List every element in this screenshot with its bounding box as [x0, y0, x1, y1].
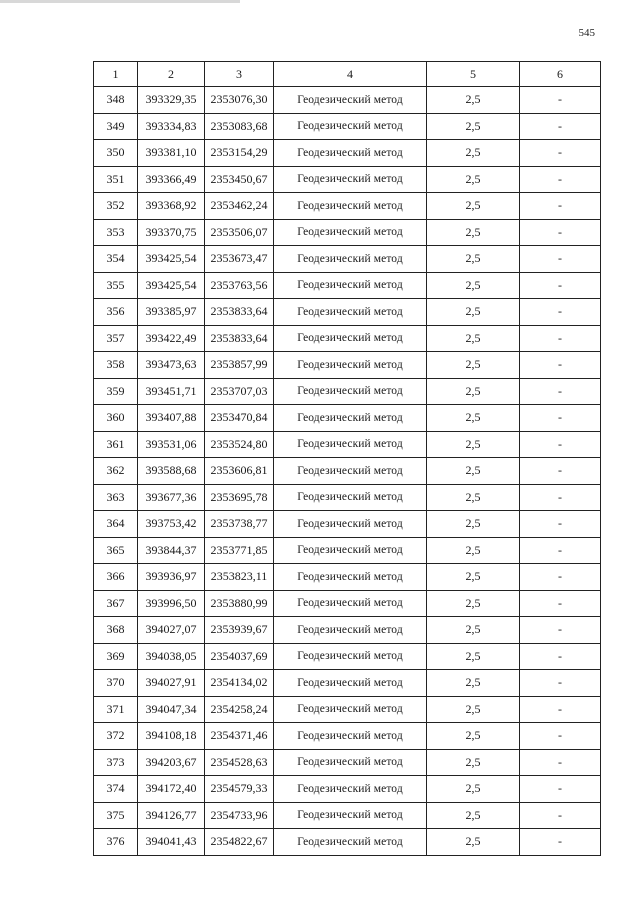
cell-x-coordinate: 393425,54 [138, 272, 205, 299]
cell-x-coordinate: 394027,91 [138, 670, 205, 697]
cell-x-coordinate: 393844,37 [138, 537, 205, 564]
cell-note: - [520, 87, 601, 114]
cell-note: - [520, 193, 601, 220]
cell-method: Геодезический метод [274, 352, 427, 379]
cell-y-coordinate: 2353450,67 [205, 166, 274, 193]
column-header-4: 4 [274, 62, 427, 87]
cell-x-coordinate: 394027,07 [138, 617, 205, 644]
cell-x-coordinate: 393385,97 [138, 299, 205, 326]
cell-accuracy: 2,5 [427, 723, 520, 750]
cell-y-coordinate: 2353083,68 [205, 113, 274, 140]
cell-point-number: 376 [94, 829, 138, 856]
cell-y-coordinate: 2353154,29 [205, 140, 274, 167]
cell-method: Геодезический метод [274, 272, 427, 299]
cell-note: - [520, 723, 601, 750]
cell-accuracy: 2,5 [427, 272, 520, 299]
cell-method: Геодезический метод [274, 431, 427, 458]
cell-x-coordinate: 393451,71 [138, 378, 205, 405]
cell-method: Геодезический метод [274, 776, 427, 803]
table-row [94, 484, 601, 511]
cell-x-coordinate: 393381,10 [138, 140, 205, 167]
cell-note: - [520, 802, 601, 829]
table-row [94, 193, 601, 220]
cell-y-coordinate: 2353833,64 [205, 325, 274, 352]
table-row [94, 511, 601, 538]
table-row [94, 299, 601, 326]
cell-accuracy: 2,5 [427, 776, 520, 803]
cell-note: - [520, 299, 601, 326]
cell-x-coordinate: 393588,68 [138, 458, 205, 485]
cell-accuracy: 2,5 [427, 166, 520, 193]
cell-note: - [520, 352, 601, 379]
cell-accuracy: 2,5 [427, 87, 520, 114]
cell-method: Геодезический метод [274, 484, 427, 511]
cell-method: Геодезический метод [274, 113, 427, 140]
table-row [94, 378, 601, 405]
cell-y-coordinate: 2353823,11 [205, 564, 274, 591]
cell-accuracy: 2,5 [427, 590, 520, 617]
cell-method: Геодезический метод [274, 749, 427, 776]
cell-x-coordinate: 394047,34 [138, 696, 205, 723]
cell-method: Геодезический метод [274, 378, 427, 405]
cell-point-number: 366 [94, 564, 138, 591]
cell-point-number: 370 [94, 670, 138, 697]
cell-point-number: 355 [94, 272, 138, 299]
cell-accuracy: 2,5 [427, 564, 520, 591]
cell-point-number: 371 [94, 696, 138, 723]
cell-x-coordinate: 393677,36 [138, 484, 205, 511]
column-header-2: 2 [138, 62, 205, 87]
cell-point-number: 375 [94, 802, 138, 829]
cell-y-coordinate: 2354733,96 [205, 802, 274, 829]
cell-method: Геодезический метод [274, 87, 427, 114]
cell-y-coordinate: 2353763,56 [205, 272, 274, 299]
cell-point-number: 367 [94, 590, 138, 617]
cell-note: - [520, 829, 601, 856]
cell-note: - [520, 113, 601, 140]
cell-accuracy: 2,5 [427, 325, 520, 352]
cell-point-number: 361 [94, 431, 138, 458]
cell-x-coordinate: 393473,63 [138, 352, 205, 379]
cell-method: Геодезический метод [274, 643, 427, 670]
cell-method: Геодезический метод [274, 325, 427, 352]
table-row [94, 776, 601, 803]
cell-accuracy: 2,5 [427, 193, 520, 220]
cell-method: Геодезический метод [274, 166, 427, 193]
table-row [94, 113, 601, 140]
cell-accuracy: 2,5 [427, 511, 520, 538]
cell-accuracy: 2,5 [427, 113, 520, 140]
cell-note: - [520, 484, 601, 511]
scan-edge-mark [0, 0, 240, 3]
cell-point-number: 357 [94, 325, 138, 352]
cell-note: - [520, 670, 601, 697]
cell-accuracy: 2,5 [427, 378, 520, 405]
table-row [94, 458, 601, 485]
cell-y-coordinate: 2353462,24 [205, 193, 274, 220]
cell-accuracy: 2,5 [427, 405, 520, 432]
cell-x-coordinate: 393334,83 [138, 113, 205, 140]
cell-x-coordinate: 394108,18 [138, 723, 205, 750]
table-row [94, 590, 601, 617]
cell-method: Геодезический метод [274, 458, 427, 485]
cell-method: Геодезический метод [274, 590, 427, 617]
cell-accuracy: 2,5 [427, 802, 520, 829]
cell-y-coordinate: 2353857,99 [205, 352, 274, 379]
cell-point-number: 368 [94, 617, 138, 644]
cell-note: - [520, 617, 601, 644]
table-row [94, 643, 601, 670]
cell-point-number: 349 [94, 113, 138, 140]
cell-note: - [520, 405, 601, 432]
cell-point-number: 353 [94, 219, 138, 246]
table-row [94, 140, 601, 167]
cell-accuracy: 2,5 [427, 617, 520, 644]
cell-y-coordinate: 2353076,30 [205, 87, 274, 114]
cell-method: Геодезический метод [274, 537, 427, 564]
cell-point-number: 350 [94, 140, 138, 167]
cell-y-coordinate: 2353880,99 [205, 590, 274, 617]
cell-y-coordinate: 2354528,63 [205, 749, 274, 776]
cell-note: - [520, 140, 601, 167]
cell-method: Геодезический метод [274, 564, 427, 591]
cell-accuracy: 2,5 [427, 484, 520, 511]
cell-note: - [520, 511, 601, 538]
table-row [94, 617, 601, 644]
cell-y-coordinate: 2354822,67 [205, 829, 274, 856]
cell-accuracy: 2,5 [427, 537, 520, 564]
table-row [94, 696, 601, 723]
table-body [94, 87, 601, 856]
cell-point-number: 358 [94, 352, 138, 379]
cell-x-coordinate: 393531,06 [138, 431, 205, 458]
cell-y-coordinate: 2353695,78 [205, 484, 274, 511]
cell-x-coordinate: 393366,49 [138, 166, 205, 193]
table-row [94, 564, 601, 591]
cell-accuracy: 2,5 [427, 352, 520, 379]
cell-note: - [520, 749, 601, 776]
table-row [94, 272, 601, 299]
cell-point-number: 348 [94, 87, 138, 114]
cell-x-coordinate: 394172,40 [138, 776, 205, 803]
cell-point-number: 373 [94, 749, 138, 776]
cell-x-coordinate: 393370,75 [138, 219, 205, 246]
cell-x-coordinate: 393368,92 [138, 193, 205, 220]
cell-point-number: 365 [94, 537, 138, 564]
cell-method: Геодезический метод [274, 723, 427, 750]
cell-point-number: 351 [94, 166, 138, 193]
cell-method: Геодезический метод [274, 219, 427, 246]
cell-y-coordinate: 2353606,81 [205, 458, 274, 485]
cell-y-coordinate: 2354134,02 [205, 670, 274, 697]
cell-note: - [520, 325, 601, 352]
cell-x-coordinate: 393407,88 [138, 405, 205, 432]
cell-note: - [520, 246, 601, 273]
cell-accuracy: 2,5 [427, 431, 520, 458]
cell-point-number: 360 [94, 405, 138, 432]
cell-method: Геодезический метод [274, 696, 427, 723]
cell-method: Геодезический метод [274, 299, 427, 326]
cell-y-coordinate: 2354579,33 [205, 776, 274, 803]
cell-accuracy: 2,5 [427, 246, 520, 273]
cell-accuracy: 2,5 [427, 749, 520, 776]
cell-note: - [520, 696, 601, 723]
table-row [94, 405, 601, 432]
table-row [94, 829, 601, 856]
cell-x-coordinate: 393936,97 [138, 564, 205, 591]
cell-point-number: 359 [94, 378, 138, 405]
cell-y-coordinate: 2353833,64 [205, 299, 274, 326]
cell-note: - [520, 166, 601, 193]
cell-y-coordinate: 2354371,46 [205, 723, 274, 750]
cell-method: Геодезический метод [274, 193, 427, 220]
cell-note: - [520, 537, 601, 564]
cell-accuracy: 2,5 [427, 299, 520, 326]
cell-x-coordinate: 394038,05 [138, 643, 205, 670]
column-header-5: 5 [427, 62, 520, 87]
cell-point-number: 372 [94, 723, 138, 750]
cell-accuracy: 2,5 [427, 670, 520, 697]
cell-accuracy: 2,5 [427, 140, 520, 167]
cell-x-coordinate: 393996,50 [138, 590, 205, 617]
cell-x-coordinate: 394041,43 [138, 829, 205, 856]
cell-x-coordinate: 393422,49 [138, 325, 205, 352]
cell-x-coordinate: 394203,67 [138, 749, 205, 776]
cell-accuracy: 2,5 [427, 643, 520, 670]
cell-note: - [520, 219, 601, 246]
table-row [94, 246, 601, 273]
cell-y-coordinate: 2354037,69 [205, 643, 274, 670]
page-number: 545 [578, 27, 595, 39]
cell-y-coordinate: 2353738,77 [205, 511, 274, 538]
table-row [94, 219, 601, 246]
cell-note: - [520, 272, 601, 299]
cell-method: Геодезический метод [274, 829, 427, 856]
cell-y-coordinate: 2353673,47 [205, 246, 274, 273]
cell-method: Геодезический метод [274, 670, 427, 697]
cell-x-coordinate: 393329,35 [138, 87, 205, 114]
cell-note: - [520, 431, 601, 458]
cell-point-number: 374 [94, 776, 138, 803]
cell-accuracy: 2,5 [427, 219, 520, 246]
cell-point-number: 363 [94, 484, 138, 511]
cell-x-coordinate: 393425,54 [138, 246, 205, 273]
cell-method: Геодезический метод [274, 140, 427, 167]
table-row [94, 723, 601, 750]
cell-note: - [520, 458, 601, 485]
cell-point-number: 356 [94, 299, 138, 326]
cell-note: - [520, 590, 601, 617]
cell-x-coordinate: 394126,77 [138, 802, 205, 829]
cell-method: Геодезический метод [274, 617, 427, 644]
cell-y-coordinate: 2353524,80 [205, 431, 274, 458]
cell-method: Геодезический метод [274, 246, 427, 273]
cell-note: - [520, 564, 601, 591]
cell-point-number: 352 [94, 193, 138, 220]
cell-point-number: 364 [94, 511, 138, 538]
table-row [94, 325, 601, 352]
cell-accuracy: 2,5 [427, 458, 520, 485]
table-row [94, 352, 601, 379]
cell-method: Геодезический метод [274, 511, 427, 538]
cell-y-coordinate: 2353771,85 [205, 537, 274, 564]
column-header-1: 1 [94, 62, 138, 87]
cell-y-coordinate: 2354258,24 [205, 696, 274, 723]
cell-y-coordinate: 2353506,07 [205, 219, 274, 246]
column-header-3: 3 [205, 62, 274, 87]
cell-point-number: 354 [94, 246, 138, 273]
cell-method: Геодезический метод [274, 405, 427, 432]
table-row [94, 537, 601, 564]
cell-y-coordinate: 2353707,03 [205, 378, 274, 405]
cell-note: - [520, 643, 601, 670]
cell-x-coordinate: 393753,42 [138, 511, 205, 538]
coordinates-table [93, 61, 601, 856]
cell-y-coordinate: 2353470,84 [205, 405, 274, 432]
table-row [94, 431, 601, 458]
table-row [94, 166, 601, 193]
cell-note: - [520, 776, 601, 803]
cell-point-number: 369 [94, 643, 138, 670]
cell-note: - [520, 378, 601, 405]
table-row [94, 802, 601, 829]
table-row [94, 87, 601, 114]
table-row [94, 670, 601, 697]
column-header-6: 6 [520, 62, 601, 87]
cell-accuracy: 2,5 [427, 829, 520, 856]
cell-method: Геодезический метод [274, 802, 427, 829]
cell-accuracy: 2,5 [427, 696, 520, 723]
cell-point-number: 362 [94, 458, 138, 485]
table-header-row [94, 62, 601, 87]
table-row [94, 749, 601, 776]
cell-y-coordinate: 2353939,67 [205, 617, 274, 644]
